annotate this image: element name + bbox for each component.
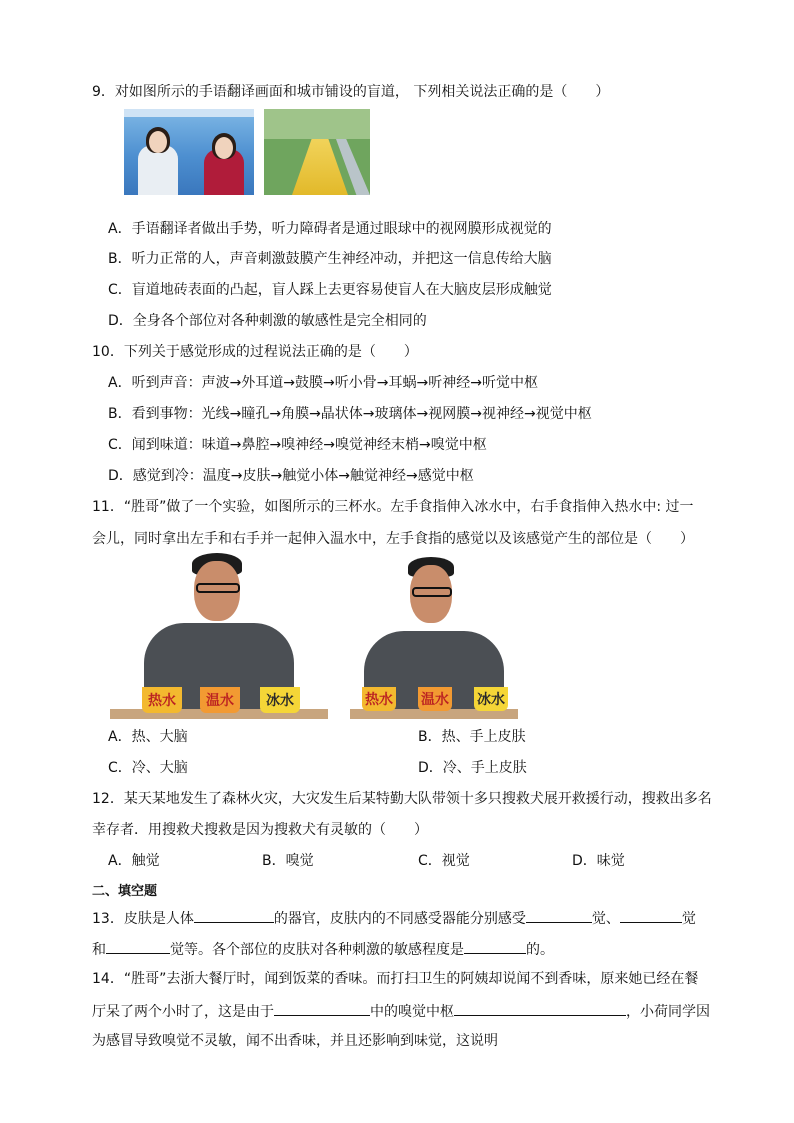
q14-part-c: ，小荷同学因 xyxy=(626,1004,710,1020)
q12-option-d: D．味觉 xyxy=(572,853,625,869)
tactile-paving-image xyxy=(264,109,370,195)
q13-blank-1[interactable] xyxy=(194,907,274,923)
q11-option-b: B．热、手上皮肤 xyxy=(418,729,526,745)
q14-part-a: 厅呆了两个小时了，这是由于 xyxy=(92,1004,274,1020)
q13-part6: 觉等。各个部位的皮肤对各种刺激的敏感程度是 xyxy=(170,942,464,958)
q9-option-a: A．手语翻译者做出手势，听力障碍者是通过眼球中的视网膜形成视觉的 xyxy=(108,221,552,237)
q11-option-c: C．冷、大脑 xyxy=(108,760,188,776)
q10-option-a: A．听到声音：声波→外耳道→鼓膜→听小骨→耳蜗→听神经→听觉中枢 xyxy=(108,375,538,391)
q9-stem: 9．对如图所示的手语翻译画面和城市铺设的盲道， 下列相关说法正确的是（ ） xyxy=(92,84,610,100)
q14-part-b: 中的嗅觉中枢 xyxy=(370,1004,454,1020)
experiment-photo-1 xyxy=(110,553,328,719)
q10-option-b: B．看到事物：光线→瞳孔→角膜→晶状体→玻璃体→视网膜→视神经→视觉中枢 xyxy=(108,406,592,422)
q13-part1: 13．皮肤是人体 xyxy=(92,911,194,927)
sign-language-tv-image xyxy=(124,109,254,195)
q13-blank-5[interactable] xyxy=(464,938,526,954)
q11-stem-line1: 11．“胜哥”做了一个实验，如图所示的三杯水。左手食指伸入冰水中，右手食指伸入热水中: 过一 xyxy=(92,499,694,515)
q10-option-c: C．闻到味道：味道→鼻腔→嗅神经→嗅觉神经末梢→嗅觉中枢 xyxy=(108,437,487,453)
q10-stem: 10．下列关于感觉形成的过程说法正确的是（ ） xyxy=(92,344,418,360)
q14-line3: 为感冒导致嗅觉不灵敏，闻不出香味，并且还影响到味觉，这说明 xyxy=(92,1033,498,1049)
q14-blank-1[interactable] xyxy=(274,1000,370,1016)
q13-part3: 觉、 xyxy=(591,911,620,927)
q14-line1: 14．“胜哥”去浙大餐厅时，闻到饭菜的香味。而打扫卫生的阿姨却说闻不到香味，原来她已经在餐 xyxy=(92,971,699,987)
q13-blank-2[interactable] xyxy=(526,907,592,923)
q13-part4: 觉 xyxy=(681,911,696,927)
q12-stem-line1: 12．某天某地发生了森林火灾，大灾发生后某特勤大队带领十多只搜救犬展开救援行动，搜救出多名 xyxy=(92,791,712,807)
q14-blank-2[interactable] xyxy=(454,1000,626,1016)
q11-option-a: A．热、大脑 xyxy=(108,729,188,745)
q9-option-c: C．盲道地砖表面的凸起，盲人踩上去更容易使盲人在大脑皮层形成触觉 xyxy=(108,282,552,298)
cup-hot-label-2: 热水 xyxy=(362,687,396,711)
q13-line2 xyxy=(92,938,554,960)
experiment-photo-2 xyxy=(350,557,518,719)
q11-stem-line2: 会儿，同时拿出左手和右手并一起伸入温水中，左手食指的感觉以及该感觉产生的部位是（ ） xyxy=(92,531,694,547)
q10-option-d: D．感觉到冷：温度→皮肤→触觉小体→触觉神经→感觉中枢 xyxy=(108,468,474,484)
cup-cold-label-2: 冰水 xyxy=(474,687,508,711)
cup-hot-label: 热水 xyxy=(142,687,182,713)
cup-cold-label: 冰水 xyxy=(260,687,300,713)
q13-part7: 的。 xyxy=(526,942,554,958)
q14-line2 xyxy=(92,1000,710,1022)
section-heading-fill-in: 二、填空题 xyxy=(92,884,158,899)
cup-warm-label: 温水 xyxy=(200,687,240,713)
q13-blank-3[interactable] xyxy=(620,907,682,923)
q12-stem-line2: 幸存者．用搜救犬搜救是因为搜救犬有灵敏的（ ） xyxy=(92,822,428,838)
q12-option-b: B．嗅觉 xyxy=(262,853,314,869)
q9-option-b: B．听力正常的人，声音刺激鼓膜产生神经冲动，并把这一信息传给大脑 xyxy=(108,251,552,267)
q13-part5: 和 xyxy=(92,942,106,958)
q13-part2: 的器官，皮肤内的不同感受器能分别感受 xyxy=(273,911,526,927)
q13-line1 xyxy=(92,907,696,929)
q13-blank-4[interactable] xyxy=(106,938,170,954)
cup-warm-label-2: 温水 xyxy=(418,687,452,711)
q9-option-d: D．全身各个部位对各种刺激的敏感性是完全相同的 xyxy=(108,313,427,329)
q11-option-d: D．冷、手上皮肤 xyxy=(418,760,527,776)
q12-option-c: C．视觉 xyxy=(418,853,470,869)
q12-option-a: A．触觉 xyxy=(108,853,160,869)
